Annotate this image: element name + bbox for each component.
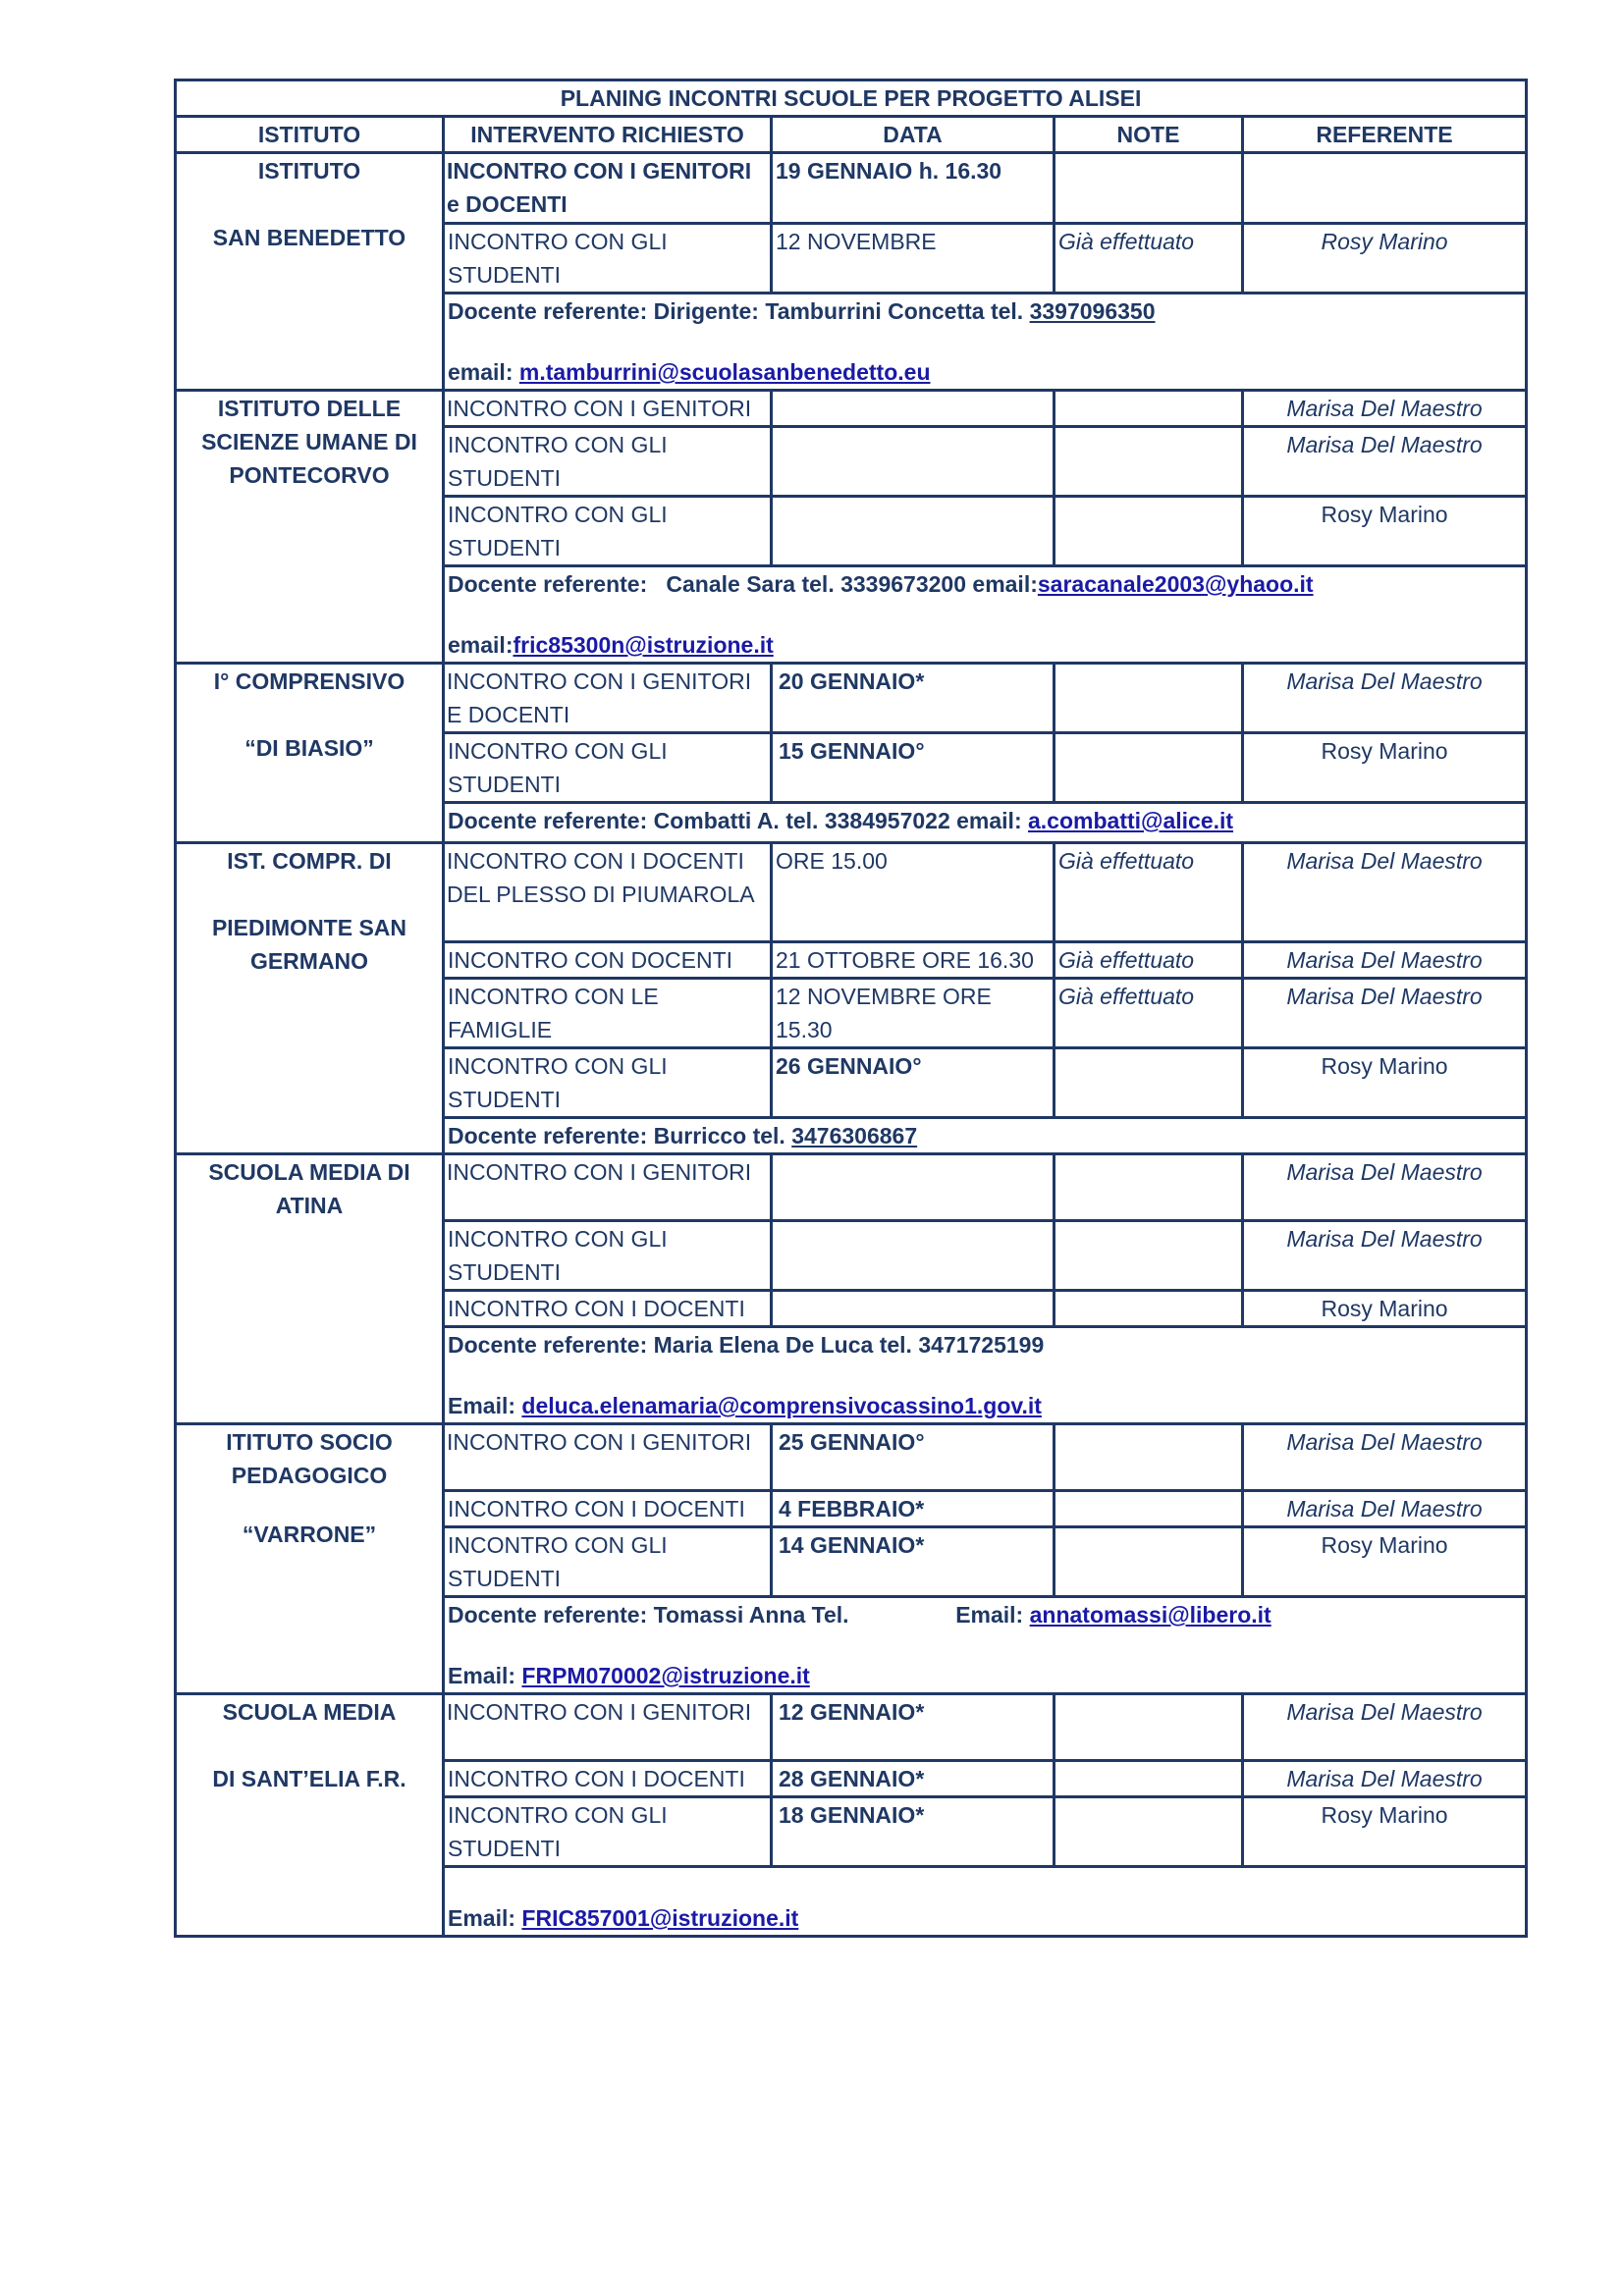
note-cell: [1055, 1221, 1243, 1291]
data-cell: 12 GENNAIO*: [772, 1694, 1055, 1761]
school-name: “VARRONE”: [242, 1522, 377, 1547]
referente-cell: Marisa Del Maestro: [1243, 427, 1527, 497]
intervento-cell: INCONTRO CON I GENITORI E DOCENTI: [444, 664, 772, 733]
data-cell: [772, 427, 1055, 497]
header-referente: REFERENTE: [1243, 117, 1527, 153]
data-cell: ORE 15.00: [772, 843, 1055, 942]
contact-label: Email:: [448, 1393, 522, 1418]
intervento-cell: INCONTRO CON I GENITORI: [444, 1424, 772, 1491]
data-cell: 15 GENNAIO°: [772, 733, 1055, 803]
referente-cell: Marisa Del Maestro: [1243, 1221, 1527, 1291]
note-cell: Già effettuato: [1055, 942, 1243, 979]
contact-cell: [444, 294, 1527, 391]
data-cell: [772, 1291, 1055, 1327]
contact-cell: [444, 566, 1527, 664]
note-cell: [1055, 497, 1243, 566]
contact-label: Docente referente: Burricco tel.: [448, 1123, 792, 1148]
referente-cell: Rosy Marino: [1243, 224, 1527, 294]
referente-cell: Rosy Marino: [1243, 1048, 1527, 1118]
note-cell: Già effettuato: [1055, 979, 1243, 1048]
data-cell: 25 GENNAIO°: [772, 1424, 1055, 1491]
school-name: “DI BIASIO”: [244, 735, 374, 761]
contact-label: Email:: [448, 1663, 522, 1688]
intervento-cell: INCONTRO CON I DOCENTI: [444, 1761, 772, 1797]
table-row: [176, 1694, 1527, 1761]
note-cell: [1055, 733, 1243, 803]
school-name-cell: [176, 1424, 444, 1694]
contact-cell: [444, 1867, 1527, 1937]
note-cell: [1055, 1424, 1243, 1491]
contact-label: Email:: [448, 1905, 522, 1931]
table-row: [176, 843, 1527, 942]
contact-cell: [444, 1118, 1527, 1154]
referente-cell: Marisa Del Maestro: [1243, 1424, 1527, 1491]
table-row: [176, 153, 1527, 224]
note-cell: [1055, 1694, 1243, 1761]
data-cell: 26 GENNAIO°: [772, 1048, 1055, 1118]
data-cell: [772, 391, 1055, 427]
note-cell: [1055, 1761, 1243, 1797]
intervento-cell: INCONTRO CON I GENITORI: [444, 391, 772, 427]
referente-cell: Marisa Del Maestro: [1243, 1491, 1527, 1527]
referente-cell: Marisa Del Maestro: [1243, 1761, 1527, 1797]
referente-cell: Marisa Del Maestro: [1243, 843, 1527, 942]
data-cell: 4 FEBBRAIO*: [772, 1491, 1055, 1527]
school-name: SCUOLA MEDIA: [222, 1699, 397, 1725]
data-cell: [772, 1154, 1055, 1221]
contact-label: [448, 1868, 1522, 1901]
table-row: [176, 1424, 1527, 1491]
school-name: ISTITUTO: [257, 158, 361, 184]
note-cell: [1055, 1154, 1243, 1221]
referente-cell: Rosy Marino: [1243, 1291, 1527, 1327]
intervento-cell: INCONTRO CON DOCENTI: [444, 942, 772, 979]
referente-cell: Marisa Del Maestro: [1243, 664, 1527, 733]
table-row: [176, 391, 1527, 427]
contact-label: email:: [448, 359, 519, 385]
note-cell: [1055, 1291, 1243, 1327]
contact-label: Docente referente: Maria Elena De Luca tel. 3471725199: [448, 1332, 1045, 1358]
note-cell: [1055, 1048, 1243, 1118]
intervento-cell: INCONTRO CON GLI STUDENTI: [444, 427, 772, 497]
title-row: [176, 80, 1527, 117]
email-link[interactable]: deluca.elenamaria@comprensivocassino1.gov.it: [521, 1393, 1042, 1418]
data-cell: 18 GENNAIO*: [772, 1797, 1055, 1867]
school-name: ITITUTO SOCIO PEDAGOGICO: [226, 1429, 393, 1488]
note-cell: [1055, 1491, 1243, 1527]
note-cell: [1055, 153, 1243, 224]
header-row: [176, 117, 1527, 153]
data-cell: 28 GENNAIO*: [772, 1761, 1055, 1797]
data-cell: [772, 1221, 1055, 1291]
school-name: IST. COMPR. DI: [227, 848, 392, 874]
referente-cell: Marisa Del Maestro: [1243, 942, 1527, 979]
school-name: ISTITUTO DELLE SCIENZE UMANE DI PONTECORVO: [201, 396, 417, 488]
intervento-cell: INCONTRO CON GLI STUDENTI: [444, 497, 772, 566]
intervento-cell: INCONTRO CON I DOCENTI: [444, 1291, 772, 1327]
email-link[interactable]: annatomassi@libero.it: [1029, 1602, 1271, 1628]
data-cell: 12 NOVEMBRE ORE 15.30: [772, 979, 1055, 1048]
note-cell: [1055, 664, 1243, 733]
referente-cell: Marisa Del Maestro: [1243, 979, 1527, 1048]
header-note: NOTE: [1055, 117, 1243, 153]
contact-label: Docente referente: Tomassi Anna Tel. Email:: [448, 1602, 1030, 1628]
referente-cell: Rosy Marino: [1243, 497, 1527, 566]
email-link[interactable]: FRPM070002@istruzione.it: [521, 1663, 810, 1688]
referente-cell: Marisa Del Maestro: [1243, 391, 1527, 427]
note-cell: [1055, 391, 1243, 427]
contact-label: Docente referente: Canale Sara tel. 3339673200 email:: [448, 571, 1038, 597]
planning-table: [174, 79, 1528, 1938]
school-name: I° COMPRENSIVO: [213, 668, 406, 694]
contact-cell: [444, 803, 1527, 843]
referente-cell: Rosy Marino: [1243, 1797, 1527, 1867]
intervento-cell: INCONTRO CON GLI STUDENTI: [444, 1221, 772, 1291]
table-title: PLANING INCONTRI SCUOLE PER PROGETTO ALISEI: [176, 80, 1527, 117]
data-cell: 12 NOVEMBRE: [772, 224, 1055, 294]
school-name-cell: [176, 843, 444, 1154]
referente-cell: [1243, 153, 1527, 224]
intervento-cell: INCONTRO CON I DOCENTI DEL PLESSO DI PIUMAROLA: [444, 843, 772, 942]
contact-label: email:: [448, 632, 514, 658]
school-name: SCUOLA MEDIA DI ATINA: [208, 1159, 410, 1218]
referente-cell: Marisa Del Maestro: [1243, 1154, 1527, 1221]
data-cell: 20 GENNAIO*: [772, 664, 1055, 733]
contact-cell: [444, 1597, 1527, 1694]
referente-cell: Rosy Marino: [1243, 1527, 1527, 1597]
email-link[interactable]: saracanale2003@yhaoo.it: [1037, 571, 1314, 597]
header-intervento: INTERVENTO RICHIESTO: [444, 117, 772, 153]
contact-cell: [444, 1327, 1527, 1424]
email-link[interactable]: fric85300n@istruzione.it: [513, 632, 774, 658]
school-name-cell: [176, 153, 444, 391]
email-link[interactable]: a.combatti@alice.it: [1028, 808, 1234, 833]
intervento-cell: INCONTRO CON I DOCENTI: [444, 1491, 772, 1527]
note-cell: [1055, 427, 1243, 497]
school-name-cell: [176, 391, 444, 664]
intervento-cell: INCONTRO CON GLI STUDENTI: [444, 1048, 772, 1118]
intervento-cell: INCONTRO CON GLI STUDENTI: [444, 1527, 772, 1597]
school-name-cell: [176, 1154, 444, 1424]
referente-cell: Rosy Marino: [1243, 733, 1527, 803]
intervento-cell: INCONTRO CON GLI STUDENTI: [444, 224, 772, 294]
intervento-cell: INCONTRO CON I GENITORI e DOCENTI: [444, 153, 772, 224]
data-cell: 14 GENNAIO*: [772, 1527, 1055, 1597]
phone-link[interactable]: 3476306867: [791, 1123, 918, 1148]
school-name-cell: [176, 664, 444, 843]
intervento-cell: INCONTRO CON I GENITORI: [444, 1694, 772, 1761]
contact-label: Docente referente: Dirigente: Tamburrini Concetta tel.: [448, 298, 1030, 324]
note-cell: Già effettuato: [1055, 843, 1243, 942]
note-cell: [1055, 1797, 1243, 1867]
table-row: [176, 664, 1527, 733]
school-name: SAN BENEDETTO: [212, 225, 406, 250]
table-row: [176, 1154, 1527, 1221]
email-link[interactable]: m.tamburrini@scuolasanbenedetto.eu: [518, 359, 931, 385]
referente-cell: Marisa Del Maestro: [1243, 1694, 1527, 1761]
note-cell: Già effettuato: [1055, 224, 1243, 294]
contact-label: Docente referente: Combatti A. tel. 3384957022 email:: [448, 808, 1028, 833]
school-name: DI SANT’ELIA F.R.: [212, 1766, 406, 1791]
data-cell: 21 OTTOBRE ORE 16.30: [772, 942, 1055, 979]
intervento-cell: INCONTRO CON GLI STUDENTI: [444, 1797, 772, 1867]
intervento-cell: INCONTRO CON I GENITORI: [444, 1154, 772, 1221]
data-cell: 19 GENNAIO h. 16.30: [772, 153, 1055, 224]
intervento-cell: INCONTRO CON GLI STUDENTI: [444, 733, 772, 803]
school-name-cell: [176, 1694, 444, 1937]
header-istituto: ISTITUTO: [176, 117, 444, 153]
intervento-cell: INCONTRO CON LE FAMIGLIE: [444, 979, 772, 1048]
header-data: DATA: [772, 117, 1055, 153]
phone-link[interactable]: 3397096350: [1029, 298, 1156, 324]
note-cell: [1055, 1527, 1243, 1597]
email-link[interactable]: FRIC857001@istruzione.it: [521, 1905, 799, 1931]
data-cell: [772, 497, 1055, 566]
school-name: PIEDIMONTE SAN GERMANO: [211, 915, 407, 974]
